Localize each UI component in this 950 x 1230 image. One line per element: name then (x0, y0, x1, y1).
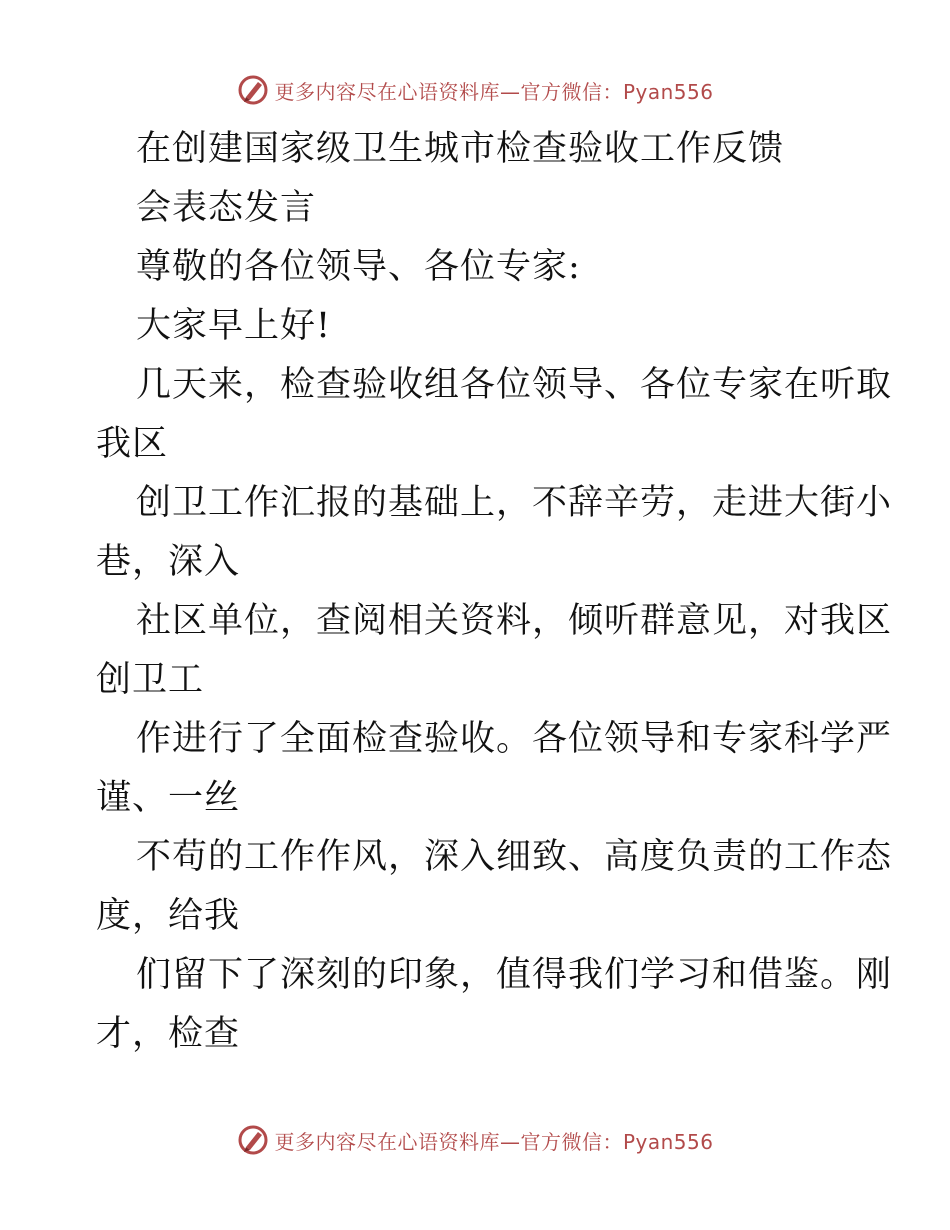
text-line: 几天来，检查验收组各位领导、各位专家在听取 (136, 365, 893, 405)
pen-logo-icon (236, 73, 270, 107)
text-line: 在创建国家级卫生城市检查验收工作反馈 (136, 129, 785, 169)
text-line: 才，检查 (96, 1014, 241, 1054)
watermark-header (0, 68, 950, 112)
text-line: 尊敬的各位领导、各位专家: (136, 247, 581, 287)
pen-logo-icon (236, 1123, 270, 1157)
document-body (96, 120, 893, 1064)
watermark-text: 更多内容尽在心语资料库—官方微信：Pyan556 (274, 1129, 714, 1154)
text-line: 不苟的工作作风，深入细致、高度负责的工作态 (136, 837, 893, 877)
text-line: 会表态发言 (136, 188, 317, 228)
text-line: 度，给我 (96, 896, 241, 936)
text-line: 社区单位，查阅相关资料，倾听群意见，对我区 (136, 601, 893, 641)
text-line: 大家早上好! (136, 306, 332, 346)
text-line: 巷，深入 (96, 542, 241, 582)
text-line: 作进行了全面检查验收。各位领导和专家科学严 (136, 719, 893, 759)
text-line: 创卫工 (96, 660, 205, 700)
watermark-footer (0, 1118, 950, 1162)
watermark-text: 更多内容尽在心语资料库—官方微信：Pyan556 (274, 79, 714, 104)
text-line: 们留下了深刻的印象，值得我们学习和借鉴。刚 (136, 955, 893, 995)
text-line: 创卫工作汇报的基础上，不辞辛劳，走进大街小 (136, 483, 893, 523)
text-line: 我区 (96, 424, 169, 464)
text-line: 谨、一丝 (96, 778, 241, 818)
